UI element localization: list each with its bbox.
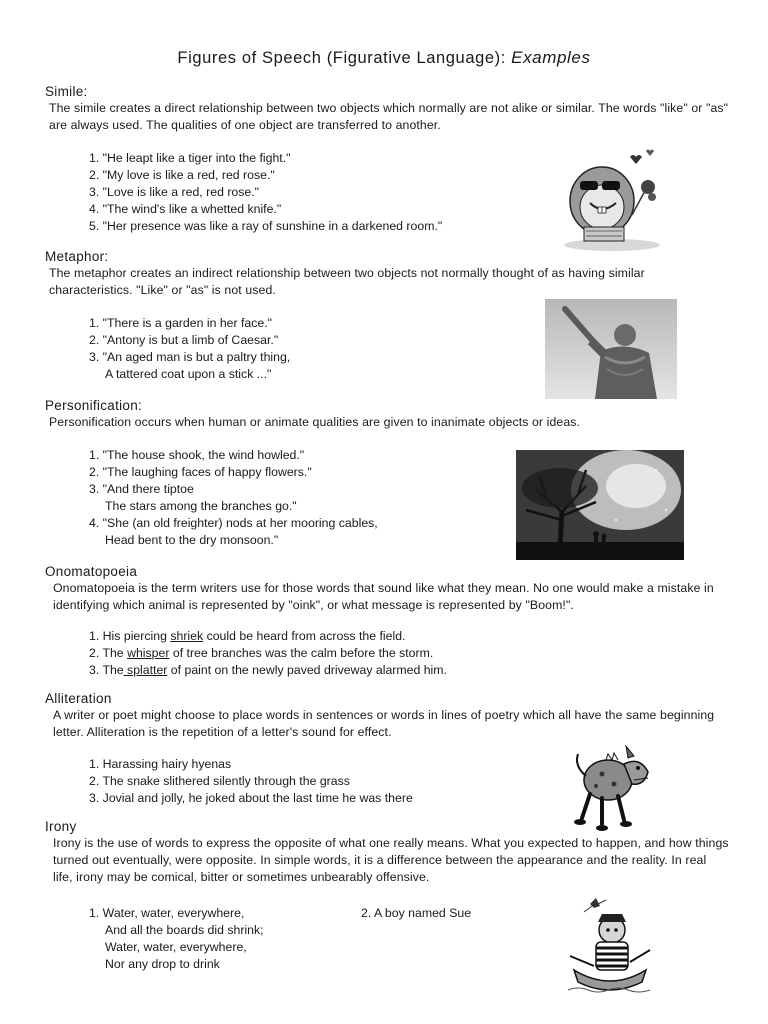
simile-examples	[89, 150, 442, 235]
alliteration-examples	[89, 756, 413, 807]
list-item: 2. The snake slithered silently through the grass	[89, 774, 350, 788]
list-item-continued: A tattered coat upon a stick ..."	[105, 367, 272, 381]
irony-heading: Irony	[45, 819, 77, 834]
list-item: 3. The splatter of paint on the newly paved driveway alarmed him.	[89, 663, 447, 677]
list-item: 3. "Love is like a red, red rose."	[89, 185, 260, 199]
list-item-continued: Water, water, everywhere,	[105, 940, 247, 954]
caesar-statue-icon	[545, 299, 677, 399]
personification-description: Personification occurs when human or animate qualities are given to inanimate objects or ideas.	[49, 415, 581, 429]
onomatopoeia-heading: Onomatopoeia	[45, 564, 138, 579]
sailor-in-leaky-boat-icon	[566, 896, 652, 1000]
title-italic: Examples	[511, 48, 591, 67]
simile-section	[45, 84, 735, 233]
cartoon-beaver-with-rose-icon	[560, 145, 666, 253]
list-item: 2. "My love is like a red, red rose."	[89, 168, 275, 182]
personification-examples	[89, 447, 378, 549]
list-item: 2. The whisper of tree branches was the calm before the storm.	[89, 646, 434, 660]
list-item: 1. "He leapt like a tiger into the fight."	[89, 151, 291, 165]
metaphor-description: The metaphor creates an indirect relationship between two objects not normally thought of as having similar characteristics. "Like" or "as" is not used.	[49, 266, 645, 297]
underlined-word: splatter	[123, 663, 168, 677]
list-item: 2. "The laughing faces of happy flowers."	[89, 465, 312, 479]
irony-section	[45, 819, 735, 971]
underlined-word: whisper	[127, 646, 170, 660]
list-item-continued: The stars among the branches go."	[105, 499, 297, 513]
list-item-continued: Nor any drop to drink	[105, 957, 220, 971]
list-item: 1. His piercing shriek could be heard from across the field.	[89, 629, 406, 643]
list-item-continued: And all the boards did shrink;	[105, 923, 264, 937]
list-item: 3. "An aged man is but a paltry thing,	[89, 350, 291, 364]
alliteration-section	[45, 691, 735, 805]
title-main: Figures of Speech (Figurative Language):	[177, 49, 506, 67]
metaphor-heading: Metaphor:	[45, 249, 109, 264]
list-item: 3. "And there tiptoe	[89, 482, 194, 496]
list-item-continued: Head bent to the dry monsoon."	[105, 533, 279, 547]
irony-description: Irony is the use of words to express the opposite of what one really means. What you expected to happen, and how things turned out eventually, were opposite. In simple words, it is a difference between the appearance and the reality. In real life, irony may be comical, bitter or sometimes unbearably offensive.	[53, 836, 729, 884]
underlined-word: shriek	[170, 629, 204, 643]
alliteration-heading: Alliteration	[45, 691, 112, 706]
list-item: 1. "There is a garden in her face."	[89, 316, 273, 330]
alliteration-description: A writer or poet might choose to place words in sentences or words in lines of poetry which all have the same beginning letter. Alliteration is the repetition of a letter's sound for effect.	[53, 708, 715, 739]
list-item: 1. "The house shook, the wind howled."	[89, 448, 305, 462]
irony-poem	[89, 905, 264, 973]
onomatopoeia-description: Onomatopoeia is the term writers use for those words that sound like what they mean. No one would make a mistake in identifying which animal is represented by "oink", or what message is represented by "Boom!".	[53, 581, 714, 612]
page-title	[0, 48, 768, 68]
list-item: 3. Jovial and jolly, he joked about the last time he was there	[89, 791, 413, 805]
personification-heading: Personification:	[45, 398, 143, 413]
tree-under-night-sky-icon	[516, 450, 684, 560]
simile-description: The simile creates a direct relationship between two objects which normally are not alike or similar. The words "like" or "as" are always used. The qualities of one object are transferred to another.	[49, 101, 729, 132]
personification-section	[45, 398, 735, 547]
list-item: 4. "The wind's like a whetted knife."	[89, 202, 282, 216]
list-item: 1. Water, water, everywhere,	[89, 906, 245, 920]
list-item: 5. "Her presence was like a ray of sunshine in a darkened room."	[89, 219, 443, 233]
onomatopoeia-section	[45, 564, 735, 677]
metaphor-examples	[89, 315, 290, 383]
metaphor-section	[45, 249, 735, 381]
onomatopoeia-examples	[89, 628, 447, 679]
simile-heading: Simile:	[45, 84, 88, 99]
list-item: 2. "Antony is but a limb of Caesar."	[89, 333, 279, 347]
irony-example-2: 2. A boy named Sue	[361, 906, 472, 920]
list-item: 1. Harassing hairy hyenas	[89, 757, 232, 771]
list-item: 4. "She (an old freighter) nods at her mooring cables,	[89, 516, 378, 530]
